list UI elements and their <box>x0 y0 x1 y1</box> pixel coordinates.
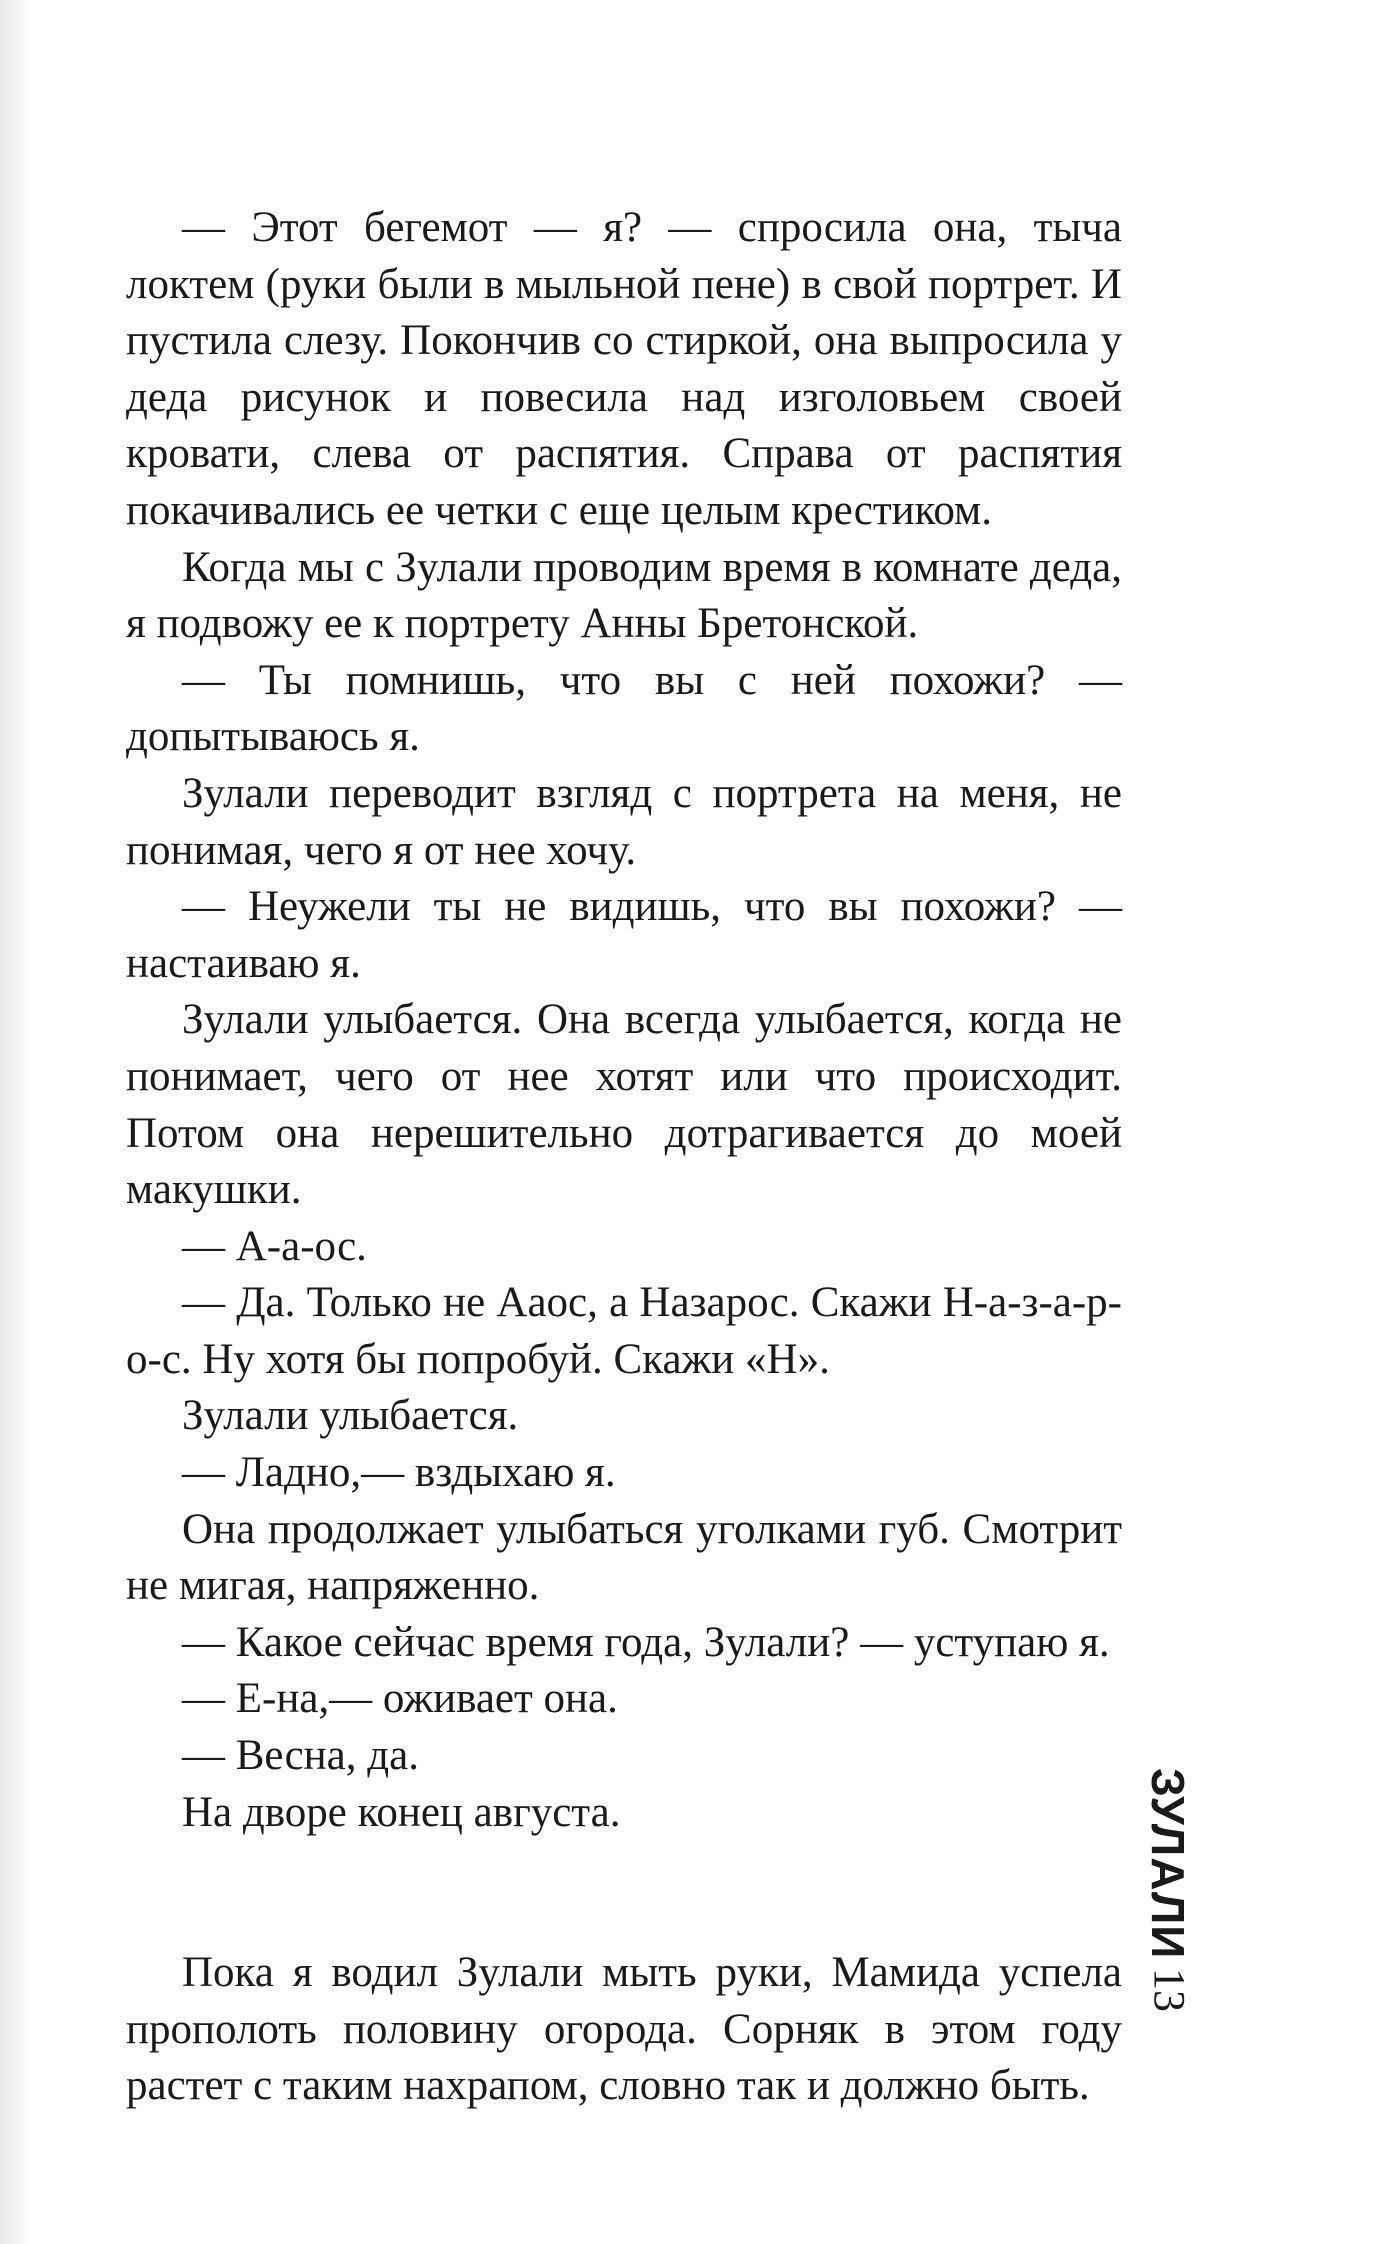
paragraph-14: — Весна, да. <box>182 1732 419 1780</box>
paragraph-16: Пока я водил Зулали мыть руки, Мамида успела прополоть половину огорода. Сорняк в этом году растет с таким нахрапом, словно так и должно быть. <box>126 1949 1122 2110</box>
paragraph-13: — Е-на,— оживает она. <box>182 1675 618 1723</box>
section-break <box>126 1841 1122 1945</box>
paragraph-15: На дворе конец августа. <box>182 1788 621 1836</box>
page-edge-shadow <box>0 0 30 2244</box>
paragraph-10: — Ладно,— вздыхаю я. <box>182 1449 616 1497</box>
paragraph-11: Она продолжает улыбаться уголками губ. Смотрит не мигая, напряженно. <box>126 1505 1122 1610</box>
paragraph-2: Когда мы с Зулали проводим время в комнате деда, я подвожу ее к портрету Анны Бретонской. <box>126 543 1122 648</box>
page-number: 13 <box>1145 1968 1194 2012</box>
paragraph-8: — Да. Только не Аaoc, а Назарос. Скажи Н-а-з-а-р-о-с. Ну хотя бы попробуй. Скажи «Н». <box>126 1279 1122 1383</box>
paragraph-6: Зулали улыбается. Она всегда улыбается, когда не понимает, чего от нее хотят или что происходит. Потом она нерешительно дотрагивается до моей макушки. <box>126 996 1122 1214</box>
paragraph-5: — Неужели ты не видишь, что вы похожи? — настаиваю я. <box>126 883 1122 987</box>
paragraph-3: — Ты помнишь, что вы с ней похожи? — допытываюсь я. <box>126 656 1122 761</box>
paragraph-1: — Этот бегемот — я? — спросила она, тыча локтем (руки были в мыльной пене) в свой портрет. И пустила слезу. Покончив со стиркой, она выпросила у деда рисунок и повесила над изголовьем своей кровати, слева от распятия. Справа от распятия покачивались ее четки с еще целым крестиком. <box>126 204 1122 534</box>
running-title: ЗУЛАЛИ <box>1142 1768 1194 1960</box>
paragraph-7: — А-а-ос. <box>182 1222 367 1270</box>
body-text <box>126 200 1122 2115</box>
paragraph-4: Зулали переводит взгляд с портрета на меня, не понимая, чего я от нее хочу. <box>126 769 1122 874</box>
paragraph-9: Зулали улыбается. <box>182 1392 519 1440</box>
paragraph-12: — Какое сейчас время года, Зулали? — уступаю я. <box>182 1618 1110 1666</box>
